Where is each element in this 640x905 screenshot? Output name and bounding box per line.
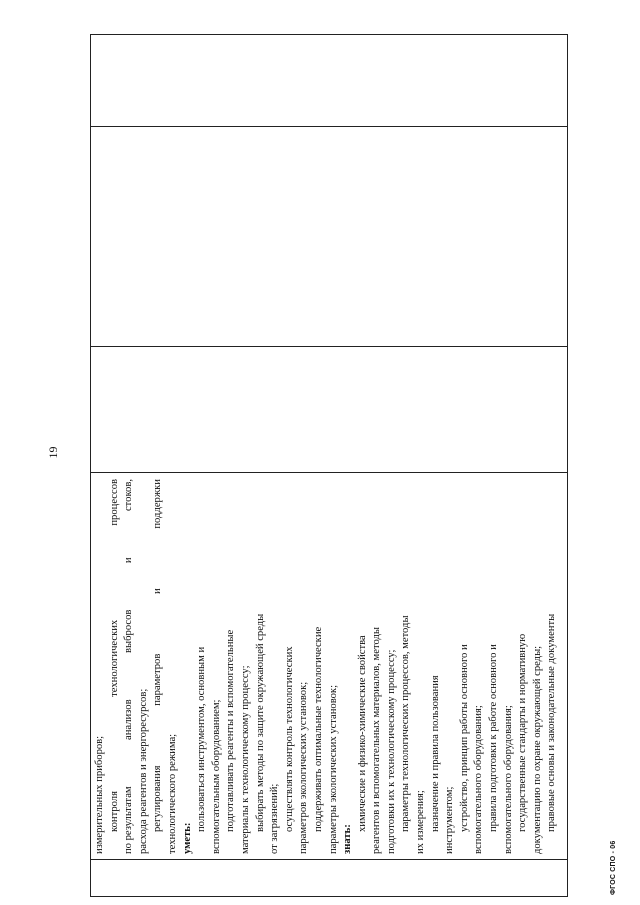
text-line: подготовки их к технологическому процессу; xyxy=(385,649,397,854)
text-line: параметров экологических установок; xyxy=(298,681,310,854)
word: поддержки xyxy=(152,479,164,529)
text-line: их измерения; xyxy=(415,790,427,854)
table-column-content xyxy=(91,473,567,860)
text-line-justified xyxy=(108,479,123,854)
word: процессов xyxy=(108,479,120,526)
text-line: правила подготовки к работе основного и xyxy=(488,644,500,832)
text-line: параметры технологических процессов, методы xyxy=(400,615,412,832)
table-column-code xyxy=(91,860,567,896)
text-line: подготавливать реагенты и вспомогательные xyxy=(225,629,237,832)
text-line: вспомогательного оборудования; xyxy=(473,705,485,854)
requirements-text xyxy=(91,473,560,859)
table-column-3 xyxy=(91,347,567,473)
word: стоков, xyxy=(123,479,135,512)
text-line: материалы к технологическому процессу; xyxy=(239,665,251,854)
section-heading-knowledge: знать: xyxy=(342,824,354,854)
word: технологических xyxy=(108,619,120,697)
document-footer-code: ФГОС СПО - 06 xyxy=(610,840,617,895)
text-line: выбирать методы по защите окружающей среды xyxy=(254,613,266,832)
table-column-4 xyxy=(91,127,567,347)
text-line: назначение и правила пользования xyxy=(429,675,441,832)
text-line: пользоваться инструментом, основным и xyxy=(196,646,208,832)
word: и xyxy=(152,588,164,594)
word: и xyxy=(123,557,135,564)
word: регулирования xyxy=(152,765,164,832)
text-line: химические и физико-химические свойства xyxy=(356,635,368,832)
word: параметров xyxy=(152,653,164,706)
word: контроля xyxy=(108,791,120,832)
text-line: вспомогательным оборудованием; xyxy=(210,699,222,854)
word: выбросов xyxy=(123,609,135,653)
text-line: государственные стандарты и нормативную xyxy=(517,633,529,832)
text-line: измерительных приборов; xyxy=(94,735,105,854)
page-number: 19 xyxy=(46,446,60,459)
table-column-5 xyxy=(91,33,567,127)
text-line: вспомогательного оборудования; xyxy=(502,705,514,854)
text-line: от загрязнений; xyxy=(269,783,281,854)
text-line: инструментом; xyxy=(444,786,456,854)
text-line-justified xyxy=(151,479,166,854)
text-line: реагентов и вспомогательных материалов, методы xyxy=(371,627,383,854)
text-line: поддерживать оптимальные технологические xyxy=(312,626,324,832)
text-line: осуществлять контроль технологических xyxy=(283,646,295,832)
word: анализов xyxy=(123,699,135,740)
text-line: расхода реагентов и энергоресурсов; xyxy=(137,688,149,854)
text-line: устройство, принцип работы основного и xyxy=(458,644,470,832)
text-line-justified xyxy=(122,479,137,854)
text-line: технологического режима; xyxy=(166,733,178,854)
word: по результатам xyxy=(123,786,135,854)
section-heading-skills: уметь: xyxy=(181,822,193,854)
text-line: документацию по охране окружающей среды; xyxy=(531,645,543,854)
text-line: параметры экологических установок; xyxy=(327,684,339,854)
competency-table xyxy=(90,34,568,897)
text-line: правовые основы и законодательные документы xyxy=(546,613,558,832)
